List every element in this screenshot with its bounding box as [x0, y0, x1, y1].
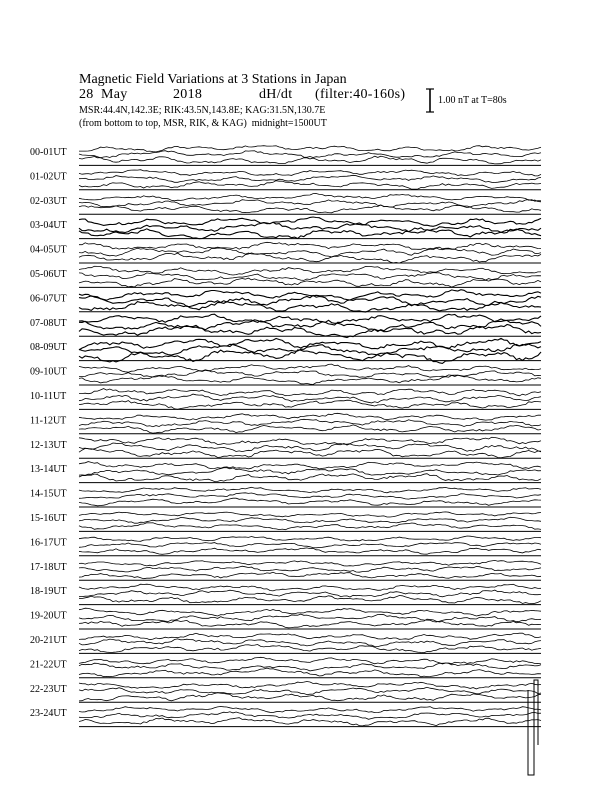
hour-row [30, 266, 541, 287]
trace-kag [79, 707, 541, 713]
hour-row [30, 314, 541, 337]
row-label: 17-18UT [30, 561, 67, 573]
trace-rik [79, 639, 541, 647]
row-label: 10-11UT [30, 391, 67, 402]
hour-row [30, 338, 541, 363]
hour-row [30, 560, 541, 580]
trace-msr [79, 400, 541, 409]
row-label: 02-03UT [30, 195, 67, 207]
row-label: 23-24UT [30, 708, 67, 720]
trace-msr [79, 448, 541, 457]
trace-rik [79, 370, 541, 378]
trace-msr [79, 523, 541, 530]
row-label: 09-10UT [30, 366, 67, 378]
trace-rik [79, 175, 541, 182]
hour-row [30, 633, 541, 653]
trace-rik [79, 273, 541, 281]
row-label: 00-01UT [30, 147, 67, 158]
trace-msr [79, 181, 541, 190]
row-label: 14-15UT [30, 488, 67, 500]
hour-row [30, 512, 541, 532]
hour-row [30, 657, 541, 678]
row-label: 05-06UT [30, 269, 67, 280]
trace-rik [79, 200, 541, 207]
trace-msr [79, 498, 541, 506]
trace-kag [79, 682, 541, 689]
hour-row [30, 487, 541, 507]
trace-msr [79, 619, 541, 628]
trace-rik [79, 543, 541, 548]
trace-kag [79, 242, 541, 249]
trace-rik [79, 443, 541, 452]
row-label: 13-14UT [30, 464, 67, 476]
trace-msr [79, 474, 541, 482]
date-month: May [101, 87, 128, 102]
row-label: 06-07UT [30, 293, 67, 305]
trace-msr [79, 668, 541, 677]
row-label: 22-23UT [30, 683, 67, 695]
trace-kag [79, 194, 541, 202]
trace-kag [79, 146, 541, 152]
trace-msr [79, 228, 541, 239]
row-label: 03-04UT [30, 220, 67, 232]
row-label: 21-22UT [30, 659, 67, 671]
trace-kag [79, 633, 541, 640]
trace-kag [79, 560, 541, 566]
trace-msr [79, 350, 541, 363]
trace-msr [79, 718, 541, 726]
trace-kag [79, 338, 541, 350]
trace-kag [79, 536, 541, 541]
row-label: 18-19UT [30, 586, 67, 598]
trace-rik [79, 712, 541, 720]
hour-row [30, 413, 541, 434]
trace-msr [79, 375, 541, 384]
chart-title: Magnetic Field Variations at 3 Stations in Japan [79, 72, 347, 87]
trace-kag [79, 512, 541, 517]
trace-kag [79, 266, 541, 275]
trace-msr [79, 572, 541, 578]
row-label: 04-05UT [30, 244, 67, 256]
hour-row [30, 682, 541, 703]
hour-row [30, 462, 541, 483]
trace-kag [79, 462, 541, 469]
row-label: 11-12UT [30, 415, 67, 427]
trace-kag [79, 608, 541, 616]
trace-rik [79, 566, 541, 572]
hour-row [30, 437, 541, 458]
trace-rik [79, 394, 541, 403]
trace-rik [79, 319, 541, 332]
hour-row [30, 536, 541, 556]
trace-kag [79, 657, 541, 664]
hour-row [30, 146, 541, 166]
hour-row [30, 389, 541, 410]
row-label: 12-13UT [30, 439, 67, 451]
hour-row [30, 608, 541, 629]
trace-kag [79, 170, 541, 176]
trace-msr [79, 596, 541, 604]
date-year: 2018 [173, 87, 203, 102]
hour-row [30, 364, 541, 385]
trace-rik [79, 590, 541, 597]
trace-kag [79, 584, 541, 591]
filter-label: (filter:40-160s) [315, 87, 406, 102]
trace-msr [79, 301, 541, 312]
trace-rik [79, 517, 541, 523]
trace-rik [79, 419, 541, 426]
trace-kag [79, 413, 541, 420]
row-label: 15-16UT [30, 513, 67, 524]
trace-rik [79, 151, 541, 158]
hour-row [30, 707, 541, 727]
stations-label: MSR:44.4N,142.3E; RIK:43.5N,143.8E; KAG:31.5N,130.7E [79, 105, 326, 116]
hour-row [30, 194, 541, 215]
trace-kag [79, 437, 541, 444]
trace-rik [79, 295, 541, 306]
trace-rik [79, 222, 541, 233]
trace-msr [79, 156, 541, 164]
trace-rik [79, 344, 541, 356]
trace-rik [79, 663, 541, 671]
scale-bar-label: 1.00 nT at T=80s [438, 95, 507, 106]
scale-bar [426, 89, 434, 112]
hour-row [30, 217, 541, 239]
spike-trace [528, 680, 538, 775]
row-label: 20-21UT [30, 635, 67, 646]
hour-row [30, 584, 541, 604]
trace-kag [79, 487, 541, 493]
trace-rik [79, 493, 541, 499]
trace-kag [79, 389, 541, 396]
hour-row [30, 242, 541, 263]
row-label: 01-02UT [30, 171, 67, 183]
hour-row [30, 170, 541, 190]
hour-row [30, 290, 541, 312]
trace-kag [79, 290, 541, 301]
row-label: 19-20UT [30, 610, 67, 622]
trace-rik [79, 468, 541, 476]
trace-rik [79, 614, 541, 622]
date-day: 28 [79, 87, 94, 102]
midnight-note: midnight=1500UT [251, 118, 327, 129]
order-note-text: (from bottom to top, MSR, RIK, & KAG) [79, 118, 247, 129]
row-label: 08-09UT [30, 342, 67, 354]
trace-kag [79, 314, 541, 325]
trace-kag [79, 217, 541, 226]
trace-msr [79, 548, 541, 554]
trace-msr [79, 253, 541, 263]
row-label: 16-17UT [30, 537, 67, 549]
row-label: 07-08UT [30, 317, 67, 329]
quantity-label: dH/dt [259, 87, 293, 102]
trace-rik [79, 248, 541, 257]
